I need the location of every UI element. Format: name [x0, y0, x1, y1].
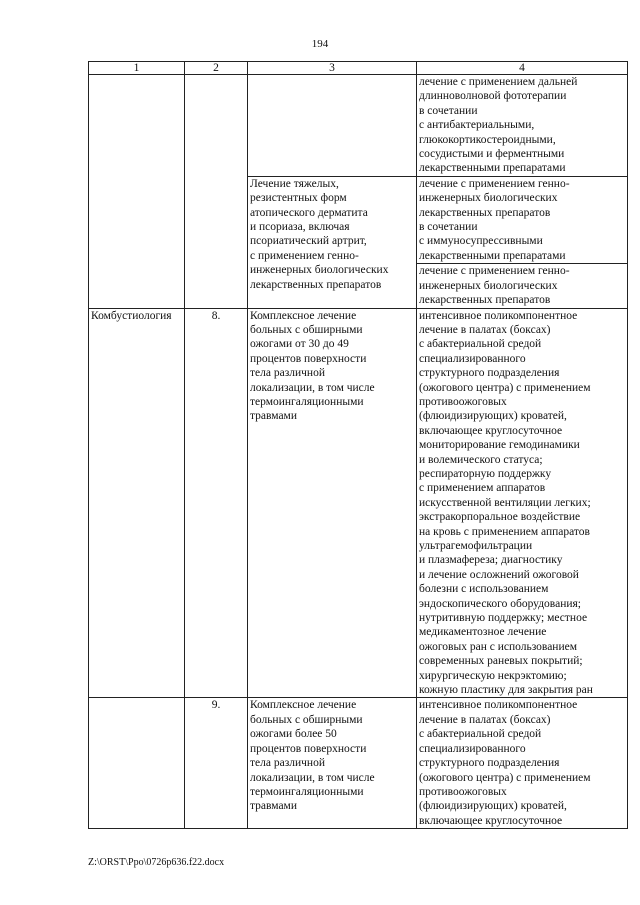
row2-col4a [417, 176, 628, 263]
text-line: сосудистыми и ферментными [419, 148, 565, 161]
text-line: на кровь с применением аппаратов [419, 525, 590, 538]
text-line: медикаментозное лечение [419, 626, 547, 639]
text-line: в сочетании [419, 221, 478, 234]
text-line: лекарственных препаратов [419, 206, 551, 219]
text-line: (ожогового центра) с применением [419, 771, 591, 784]
text-line: с антибактериальными, [419, 119, 535, 132]
text-line: эндоскопического оборудования; [419, 597, 581, 610]
text-line: травмами [250, 800, 297, 813]
text-line: с применением аппаратов [419, 482, 546, 495]
row2-col3 [248, 176, 417, 308]
text-line: псориатический артрит, [250, 235, 367, 248]
text-line: интенсивное поликомпонентное [419, 309, 578, 322]
text-line: термоингаляционными [250, 785, 364, 798]
text-line: атопического дерматита [250, 206, 368, 219]
header-col-4: 4 [417, 62, 628, 75]
text-line: кожную пластику для закрытия ран [419, 684, 593, 697]
text-line: больных с обширными [250, 323, 363, 336]
text-line: и лечение осложнений ожоговой [419, 568, 579, 581]
text-line: лечение в палатах (боксах) [419, 323, 551, 336]
text-line: включающее круглосуточное [419, 814, 563, 827]
text-line: хирургическую некрэктомию; [419, 669, 567, 682]
text-line: современных раневых покрытий; [419, 655, 583, 668]
text-line: (ожогового центра) с применением [419, 381, 591, 394]
text-line: лекарственных препаратов [250, 278, 382, 291]
page-number: 194 [311, 38, 329, 50]
text-line: в сочетании [419, 104, 478, 117]
text-line: процентов поверхности [250, 352, 367, 365]
text-line: с применением генно- [250, 249, 359, 262]
row1-col4 [417, 75, 628, 177]
row3-col1: Комбустиология [89, 308, 185, 698]
text-line: респираторную поддержку [419, 467, 552, 480]
text-line: лечение с применением дальней [419, 76, 578, 88]
header-col-1: 1 [89, 62, 185, 75]
text-line: и волемического статуса; [419, 453, 543, 466]
text-line: процентов поверхности [250, 742, 367, 755]
row4-col3 [248, 698, 417, 829]
text-line: (флюидизирующих) кроватей, [419, 410, 567, 423]
text-line: ожогами более 50 [250, 728, 337, 741]
text-line: структурного подразделения [419, 367, 560, 380]
text-line: Лечение тяжелых, [250, 177, 339, 190]
row3-col4 [417, 308, 628, 698]
table-row [89, 75, 628, 177]
text-line: лекарственных препаратов [419, 294, 551, 307]
row1-col3 [248, 75, 417, 177]
row4-col4 [417, 698, 628, 829]
text-line: длинноволновой фототерапии [419, 90, 567, 103]
row1-col2 [185, 75, 248, 309]
text-line: инженерных биологических [419, 279, 558, 292]
text-line: травмами [250, 410, 297, 423]
header-col-2: 2 [185, 62, 248, 75]
text-line: с абактериальной средой [419, 728, 542, 741]
text-line: специализированного [419, 352, 526, 365]
text-line: Комплексное лечение [250, 309, 357, 322]
text-line: с абактериальной средой [419, 338, 542, 351]
text-line: искусственной вентиляции легких; [419, 496, 591, 509]
text-line: экстракорпоральное воздействие [419, 511, 581, 524]
text-line: (флюидизирующих) кроватей, [419, 800, 567, 813]
row3-col2: 8. [185, 308, 248, 698]
text-line: глюкокортикостероидными, [419, 133, 556, 146]
text-line: локализации, в том числе [250, 381, 375, 394]
header-col-3: 3 [248, 62, 417, 75]
text-line: тела различной [250, 757, 325, 770]
text-line: включающее круглосуточное [419, 424, 563, 437]
text-line: резистентных форм [250, 192, 347, 205]
text-line: интенсивное поликомпонентное [419, 699, 578, 712]
text-line: и плазмафереза; диагностику [419, 554, 563, 567]
row2-col4b [417, 264, 628, 308]
table-header-row [89, 62, 628, 75]
text-line: специализированного [419, 742, 526, 755]
text-line: противоожоговых [419, 785, 507, 798]
file-path-footer: Z:\ORST\Ppo\0726p636.f22.docx [88, 857, 225, 868]
text-line: противоожоговых [419, 395, 507, 408]
text-line: лечение в палатах (боксах) [419, 713, 551, 726]
row4-col1 [89, 698, 185, 829]
text-line: инженерных биологических [419, 192, 558, 205]
text-line: больных с обширными [250, 713, 363, 726]
text-line: термоингаляционными [250, 395, 364, 408]
text-line: инженерных биологических [250, 264, 389, 277]
text-line: нутритивную поддержку; местное [419, 612, 588, 625]
document-table [88, 61, 628, 829]
table-row [89, 698, 628, 829]
text-line: локализации, в том числе [250, 771, 375, 784]
text-line: лечение с применением генно- [419, 265, 570, 278]
text-line: ожоговых ран с использованием [419, 640, 577, 653]
text-line: лекарственными препаратами [419, 162, 566, 175]
text-line: ожогами от 30 до 49 [250, 338, 349, 351]
text-line: ультрагемофильтрации [419, 540, 533, 552]
text-line: лекарственными препаратами [419, 249, 566, 262]
text-line: лечение с применением генно- [419, 177, 570, 190]
text-line: тела различной [250, 367, 325, 380]
text-line: Комплексное лечение [250, 699, 357, 712]
row4-col2: 9. [185, 698, 248, 829]
text-line: болезни с использованием [419, 583, 549, 596]
text-line: мониторирование гемодинамики [419, 439, 580, 452]
text-line: с иммуносупрессивными [419, 235, 543, 248]
table-row [89, 308, 628, 698]
text-line: и псориаза, включая [250, 221, 350, 234]
row1-col1 [89, 75, 185, 309]
row3-col3 [248, 308, 417, 698]
text-line: структурного подразделения [419, 757, 560, 770]
